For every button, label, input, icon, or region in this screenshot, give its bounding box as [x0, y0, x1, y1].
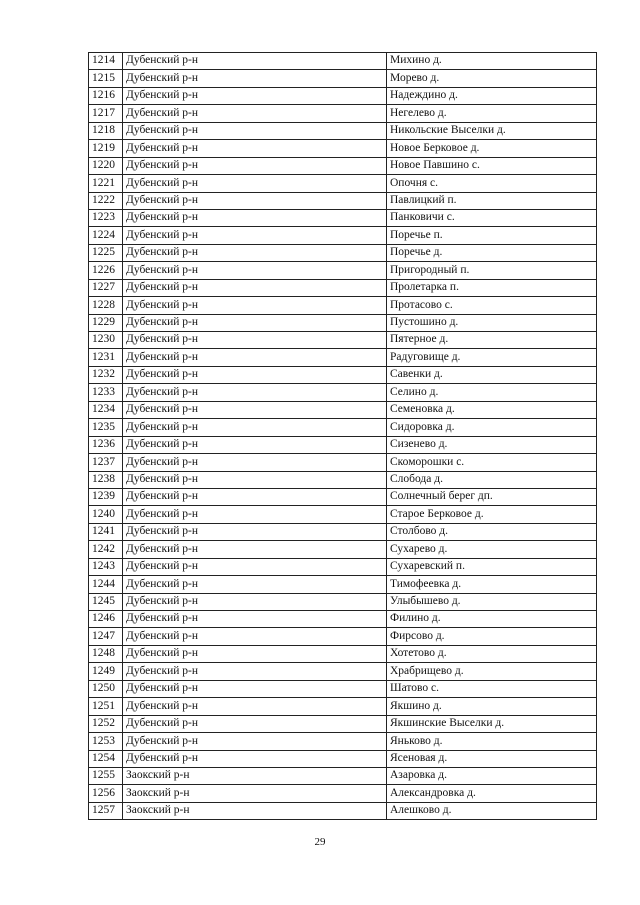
district-cell: Дубенский р-н: [123, 244, 387, 261]
settlement-cell: Новое Павшино с.: [387, 157, 597, 174]
settlements-table-container: [88, 52, 596, 820]
table-row: [89, 140, 597, 157]
settlement-cell: Столбово д.: [387, 523, 597, 540]
district-cell: Дубенский р-н: [123, 53, 387, 70]
settlement-cell: Пустошино д.: [387, 314, 597, 331]
table-row: [89, 541, 597, 558]
settlement-cell: Пятерное д.: [387, 332, 597, 349]
district-cell: Дубенский р-н: [123, 192, 387, 209]
table-row: [89, 576, 597, 593]
district-cell: Дубенский р-н: [123, 454, 387, 471]
row-number-cell: 1243: [89, 558, 123, 575]
row-number-cell: 1228: [89, 297, 123, 314]
row-number-cell: 1217: [89, 105, 123, 122]
district-cell: Дубенский р-н: [123, 366, 387, 383]
table-row: [89, 332, 597, 349]
settlement-cell: Поречье п.: [387, 227, 597, 244]
settlement-cell: Александровка д.: [387, 785, 597, 802]
district-cell: Дубенский р-н: [123, 175, 387, 192]
row-number-cell: 1241: [89, 523, 123, 540]
district-cell: Дубенский р-н: [123, 349, 387, 366]
row-number-cell: 1247: [89, 628, 123, 645]
row-number-cell: 1221: [89, 175, 123, 192]
settlement-cell: Тимофеевка д.: [387, 576, 597, 593]
district-cell: Дубенский р-н: [123, 628, 387, 645]
row-number-cell: 1253: [89, 733, 123, 750]
settlement-cell: Селино д.: [387, 384, 597, 401]
district-cell: Дубенский р-н: [123, 576, 387, 593]
table-row: [89, 715, 597, 732]
table-row: [89, 192, 597, 209]
table-row: [89, 471, 597, 488]
table-row: [89, 523, 597, 540]
settlement-cell: Сухаревский п.: [387, 558, 597, 575]
settlement-cell: Яньково д.: [387, 733, 597, 750]
settlement-cell: Радуговище д.: [387, 349, 597, 366]
settlements-table: [88, 52, 597, 820]
table-row: [89, 645, 597, 662]
settlement-cell: Якшинские Выселки д.: [387, 715, 597, 732]
settlement-cell: Алешково д.: [387, 802, 597, 819]
settlement-cell: Солнечный берег дп.: [387, 488, 597, 505]
settlement-cell: Скоморошки с.: [387, 454, 597, 471]
district-cell: Дубенский р-н: [123, 488, 387, 505]
row-number-cell: 1219: [89, 140, 123, 157]
row-number-cell: 1223: [89, 209, 123, 226]
district-cell: Заокский р-н: [123, 785, 387, 802]
settlement-cell: Савенки д.: [387, 366, 597, 383]
table-row: [89, 314, 597, 331]
row-number-cell: 1226: [89, 262, 123, 279]
district-cell: Дубенский р-н: [123, 384, 387, 401]
settlement-cell: Михино д.: [387, 53, 597, 70]
settlement-cell: Ясеновая д.: [387, 750, 597, 767]
settlement-cell: Павлицкий п.: [387, 192, 597, 209]
row-number-cell: 1231: [89, 349, 123, 366]
table-row: [89, 750, 597, 767]
row-number-cell: 1240: [89, 506, 123, 523]
settlement-cell: Новое Берковое д.: [387, 140, 597, 157]
settlement-cell: Фирсово д.: [387, 628, 597, 645]
table-row: [89, 698, 597, 715]
table-row: [89, 366, 597, 383]
district-cell: Дубенский р-н: [123, 715, 387, 732]
district-cell: Дубенский р-н: [123, 523, 387, 540]
settlement-cell: Пролетарка п.: [387, 279, 597, 296]
district-cell: Дубенский р-н: [123, 332, 387, 349]
table-row: [89, 227, 597, 244]
row-number-cell: 1256: [89, 785, 123, 802]
table-row: [89, 349, 597, 366]
table-row: [89, 105, 597, 122]
district-cell: Дубенский р-н: [123, 279, 387, 296]
district-cell: Дубенский р-н: [123, 471, 387, 488]
district-cell: Дубенский р-н: [123, 558, 387, 575]
table-row: [89, 297, 597, 314]
district-cell: Дубенский р-н: [123, 419, 387, 436]
row-number-cell: 1254: [89, 750, 123, 767]
district-cell: Дубенский р-н: [123, 122, 387, 139]
table-row: [89, 419, 597, 436]
table-row: [89, 279, 597, 296]
district-cell: Дубенский р-н: [123, 87, 387, 104]
row-number-cell: 1235: [89, 419, 123, 436]
settlement-cell: Слобода д.: [387, 471, 597, 488]
row-number-cell: 1251: [89, 698, 123, 715]
settlement-cell: Азаровка д.: [387, 767, 597, 784]
table-row: [89, 436, 597, 453]
settlement-cell: Опочня с.: [387, 175, 597, 192]
table-row: [89, 384, 597, 401]
settlement-cell: Филино д.: [387, 611, 597, 628]
table-row: [89, 802, 597, 819]
page-number: 29: [314, 836, 326, 848]
table-row: [89, 488, 597, 505]
row-number-cell: 1250: [89, 680, 123, 697]
settlement-cell: Семеновка д.: [387, 401, 597, 418]
district-cell: Заокский р-н: [123, 767, 387, 784]
district-cell: Дубенский р-н: [123, 680, 387, 697]
settlement-cell: Старое Берковое д.: [387, 506, 597, 523]
row-number-cell: 1238: [89, 471, 123, 488]
row-number-cell: 1218: [89, 122, 123, 139]
settlement-cell: Шатово с.: [387, 680, 597, 697]
settlements-table-body: [89, 53, 597, 820]
district-cell: Дубенский р-н: [123, 105, 387, 122]
row-number-cell: 1249: [89, 663, 123, 680]
district-cell: Дубенский р-н: [123, 698, 387, 715]
district-cell: Дубенский р-н: [123, 209, 387, 226]
table-row: [89, 733, 597, 750]
table-row: [89, 454, 597, 471]
district-cell: Дубенский р-н: [123, 436, 387, 453]
row-number-cell: 1224: [89, 227, 123, 244]
settlement-cell: Протасово с.: [387, 297, 597, 314]
table-row: [89, 628, 597, 645]
table-row: [89, 87, 597, 104]
district-cell: Дубенский р-н: [123, 70, 387, 87]
settlement-cell: Морево д.: [387, 70, 597, 87]
row-number-cell: 1229: [89, 314, 123, 331]
row-number-cell: 1220: [89, 157, 123, 174]
row-number-cell: 1214: [89, 53, 123, 70]
district-cell: Дубенский р-н: [123, 401, 387, 418]
row-number-cell: 1216: [89, 87, 123, 104]
row-number-cell: 1239: [89, 488, 123, 505]
settlement-cell: Сидоровка д.: [387, 419, 597, 436]
district-cell: Заокский р-н: [123, 802, 387, 819]
row-number-cell: 1233: [89, 384, 123, 401]
row-number-cell: 1257: [89, 802, 123, 819]
table-row: [89, 506, 597, 523]
settlement-cell: Поречье д.: [387, 244, 597, 261]
district-cell: Дубенский р-н: [123, 227, 387, 244]
row-number-cell: 1245: [89, 593, 123, 610]
district-cell: Дубенский р-н: [123, 140, 387, 157]
settlement-cell: Храбрищево д.: [387, 663, 597, 680]
settlement-cell: Негелево д.: [387, 105, 597, 122]
district-cell: Дубенский р-н: [123, 663, 387, 680]
district-cell: Дубенский р-н: [123, 593, 387, 610]
row-number-cell: 1215: [89, 70, 123, 87]
row-number-cell: 1242: [89, 541, 123, 558]
settlement-cell: Сизенево д.: [387, 436, 597, 453]
table-row: [89, 53, 597, 70]
district-cell: Дубенский р-н: [123, 611, 387, 628]
row-number-cell: 1252: [89, 715, 123, 732]
settlement-cell: Сухарево д.: [387, 541, 597, 558]
district-cell: Дубенский р-н: [123, 314, 387, 331]
table-row: [89, 209, 597, 226]
table-row: [89, 593, 597, 610]
row-number-cell: 1234: [89, 401, 123, 418]
row-number-cell: 1232: [89, 366, 123, 383]
settlement-cell: Пригородный п.: [387, 262, 597, 279]
settlement-cell: Хотетово д.: [387, 645, 597, 662]
table-row: [89, 785, 597, 802]
district-cell: Дубенский р-н: [123, 297, 387, 314]
row-number-cell: 1255: [89, 767, 123, 784]
row-number-cell: 1237: [89, 454, 123, 471]
district-cell: Дубенский р-н: [123, 262, 387, 279]
table-row: [89, 175, 597, 192]
district-cell: Дубенский р-н: [123, 541, 387, 558]
table-row: [89, 262, 597, 279]
district-cell: Дубенский р-н: [123, 506, 387, 523]
settlement-cell: Улыбышево д.: [387, 593, 597, 610]
table-row: [89, 157, 597, 174]
district-cell: Дубенский р-н: [123, 733, 387, 750]
settlement-cell: Якшино д.: [387, 698, 597, 715]
row-number-cell: 1246: [89, 611, 123, 628]
row-number-cell: 1236: [89, 436, 123, 453]
table-row: [89, 122, 597, 139]
row-number-cell: 1227: [89, 279, 123, 296]
district-cell: Дубенский р-н: [123, 750, 387, 767]
district-cell: Дубенский р-н: [123, 645, 387, 662]
district-cell: Дубенский р-н: [123, 157, 387, 174]
table-row: [89, 767, 597, 784]
settlement-cell: Панковичи с.: [387, 209, 597, 226]
row-number-cell: 1225: [89, 244, 123, 261]
row-number-cell: 1222: [89, 192, 123, 209]
table-row: [89, 70, 597, 87]
table-row: [89, 401, 597, 418]
table-row: [89, 244, 597, 261]
table-row: [89, 611, 597, 628]
row-number-cell: 1230: [89, 332, 123, 349]
table-row: [89, 680, 597, 697]
row-number-cell: 1244: [89, 576, 123, 593]
row-number-cell: 1248: [89, 645, 123, 662]
settlement-cell: Никольские Выселки д.: [387, 122, 597, 139]
table-row: [89, 558, 597, 575]
table-row: [89, 663, 597, 680]
settlement-cell: Надеждино д.: [387, 87, 597, 104]
